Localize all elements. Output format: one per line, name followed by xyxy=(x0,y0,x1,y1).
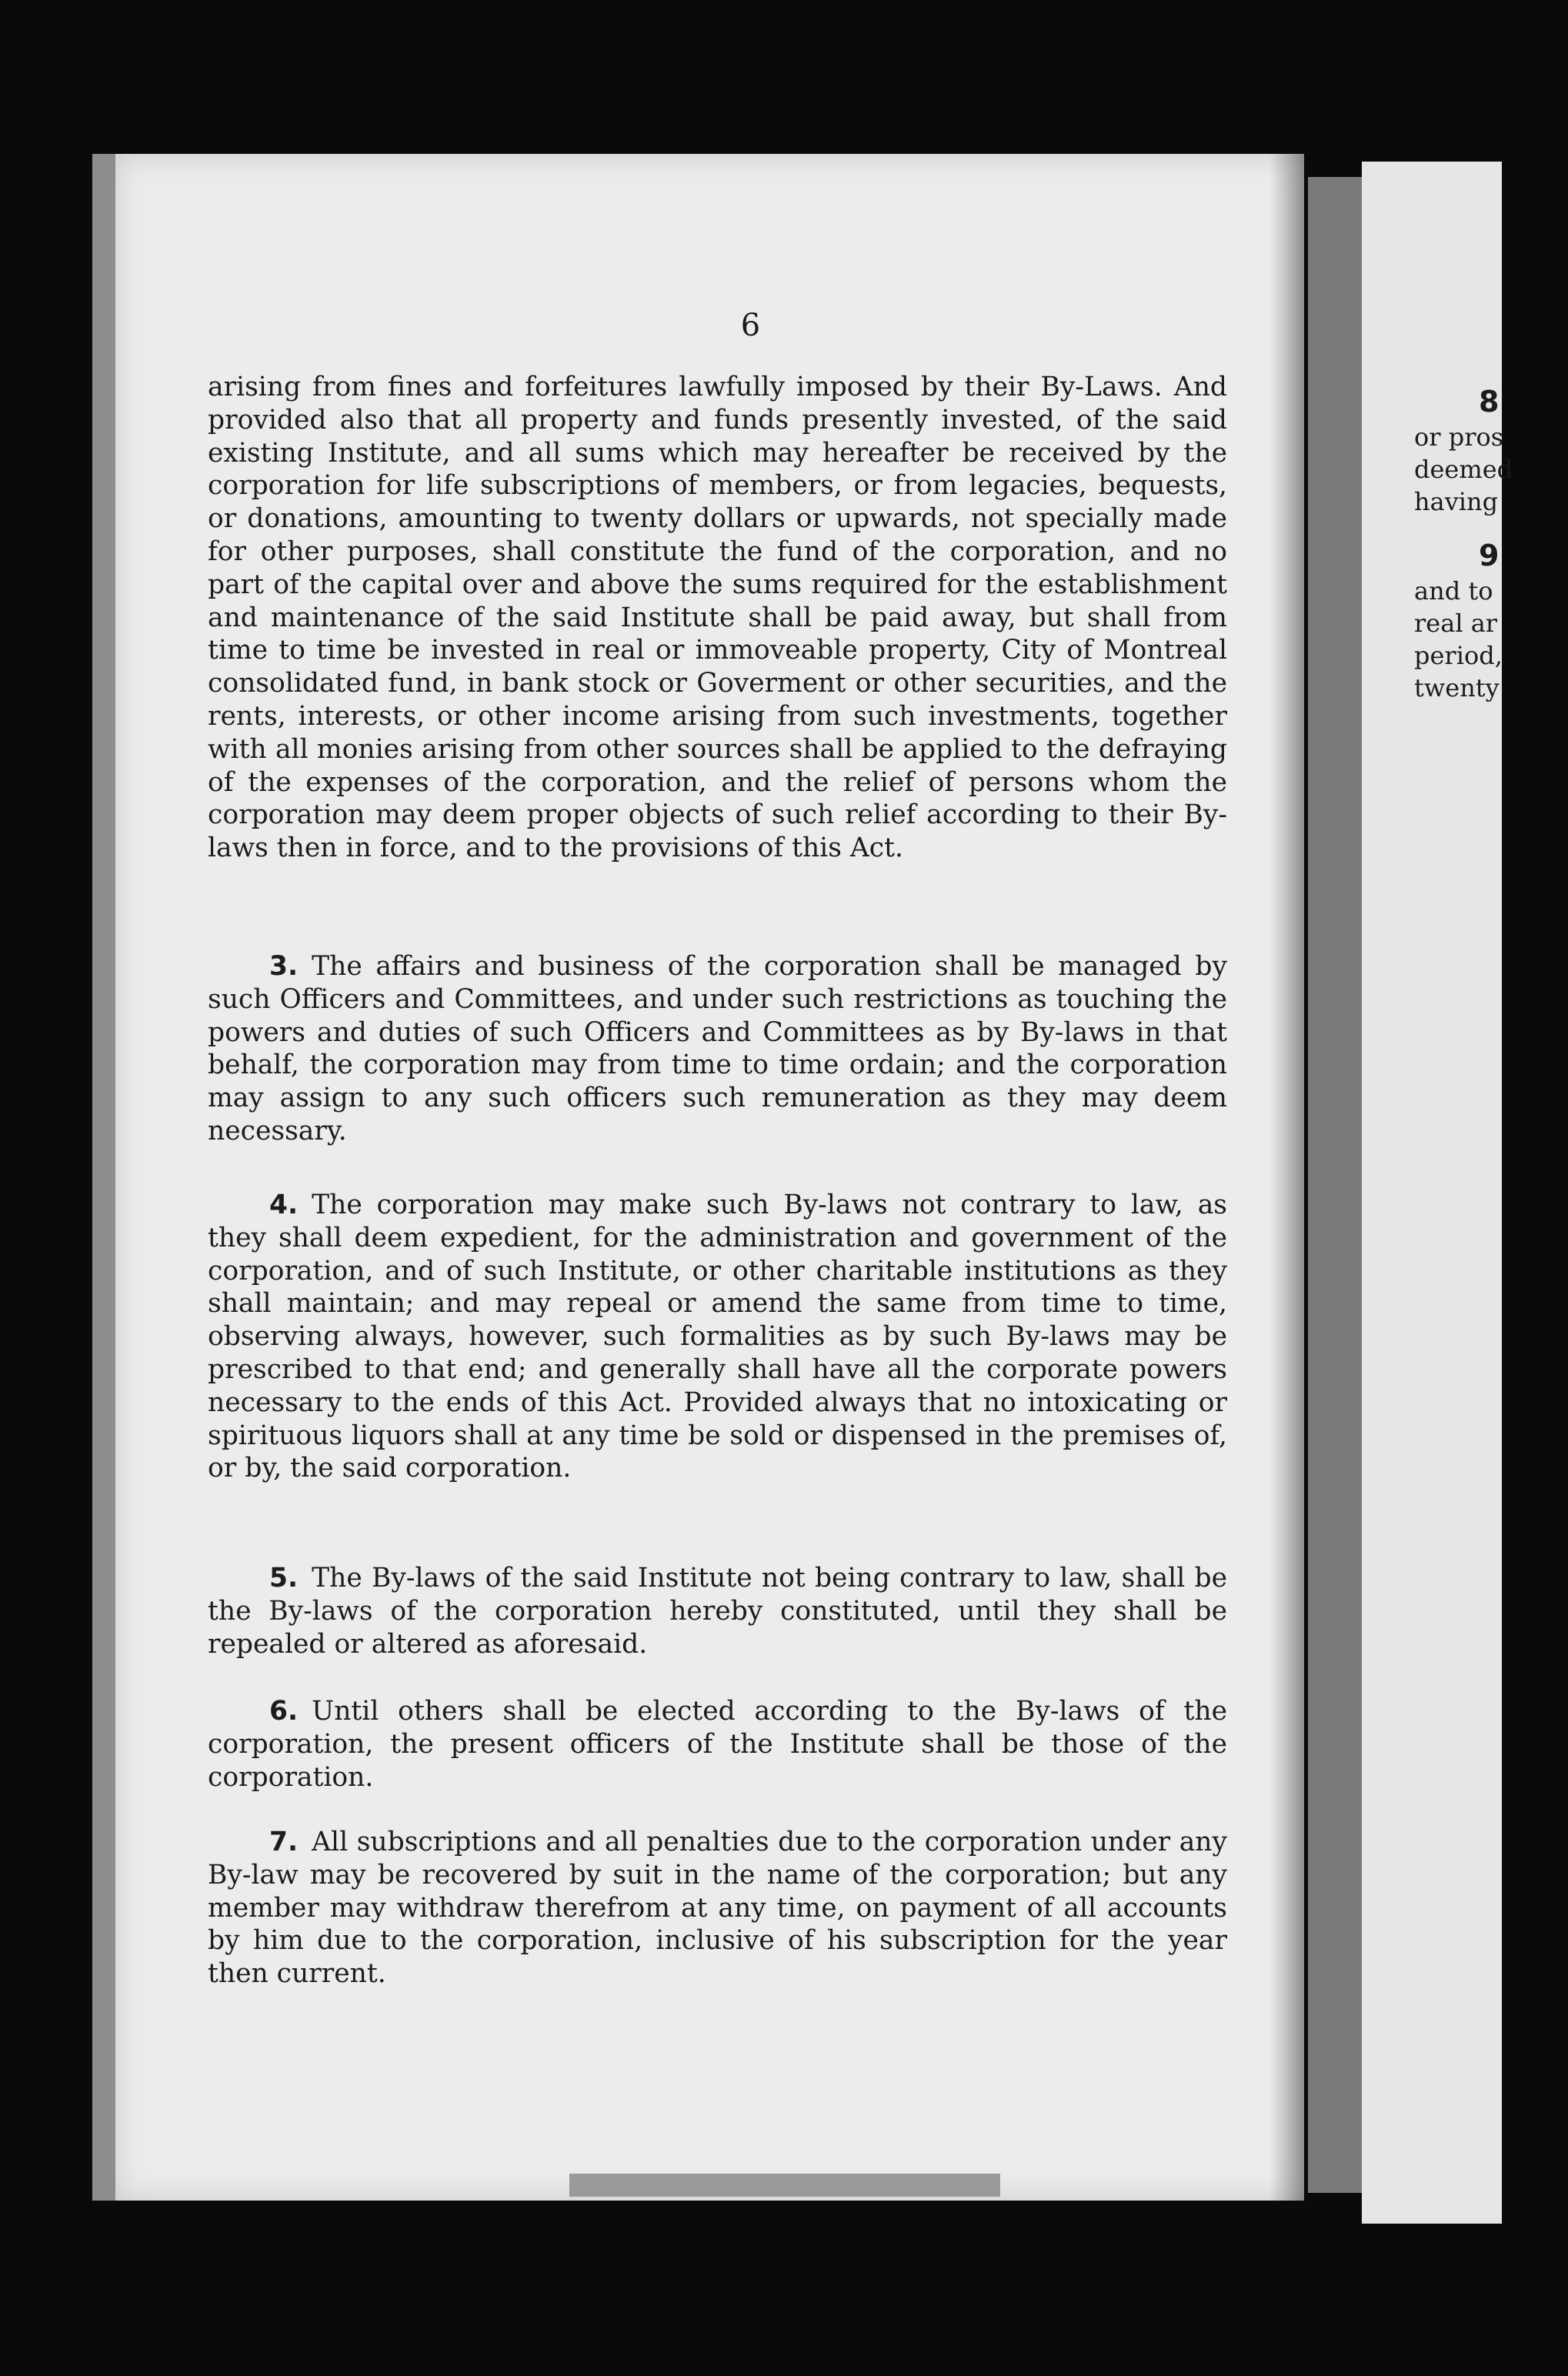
intro-text: arising from fines and forfeitures lawfully imposed by their By-Laws. And provided also that all property and funds presently invested, of the said existing Institute, and all sums which may hereafter be received by the corporation for life subscriptions of members, or from legacies, bequests, or donations, amounting to twenty dollars or upwards, not specially made for other purposes, shall constitute the fund of the corporation, and no part of the capital over and above the sums required for the establishment and maintenance of the said Institute shall be paid away, but shall from time to time be invested in real or immoveable property, City of Montreal consolidated fund, in bank stock or Goverment or other securities, and the rents, interests, or other income arising from such investments, together with all monies arising from other sources shall be applied to the defraying of the expenses of the corporation, and the relief of persons whom the corporation may deem proper objects of such relief according to their By-laws then in force, and to the provisions of this Act. xyxy=(208,372,1227,864)
section-text: All subscriptions and all penalties due to the corporation under any By-law may be recovered by suit in the name of the corporation; but any member may withdraw therefrom at any time, on payment of all accounts by him due to the corporation, inclusive of his subscription for the year then current. xyxy=(208,1827,1227,1990)
section-7 xyxy=(208,1826,1227,1991)
section-6 xyxy=(208,1695,1227,1794)
section-text: Until others shall be elected according to the By-laws of the corporation, the present officers of the Institute shall be those of the corporation. xyxy=(208,1696,1227,1793)
right-line: real ar xyxy=(1414,609,1498,638)
section-number: 6. xyxy=(269,1696,299,1727)
right-line: period, xyxy=(1414,641,1503,670)
section-text: The By-laws of the said Institute not being contrary to law, shall be the By-laws of the corporation hereby constituted, until they shall be repealed or altered as aforesaid. xyxy=(208,1563,1227,1660)
section-text: The corporation may make such By-laws not contrary to law, as they shall deem expedient, for the administration and government of the corporation, and of such Institute, or other charitable institutions as they shall maintain; and may repeal or amend the same from time to time, observing always, however, such formalities as by such By-laws may be prescribed to that end; and generally shall have all the corporate powers necessary to the ends of this Act. Provided always that no intoxicating or spirituous liquors shall at any time be sold or dispensed in the premises of, or by, the said corporation. xyxy=(208,1190,1227,1484)
section-5 xyxy=(208,1562,1227,1660)
section-text: The affairs and business of the corporation shall be managed by such Officers and Committees, and under such restrictions as touching the powers and duties of such Officers and Committees as by By-laws in that behalf, the corporation may from time to time ordain; and the corporation may assign to any such officers such remuneration as they may deem necessary. xyxy=(208,951,1227,1146)
right-line: and to xyxy=(1414,576,1493,606)
page-bottom-edge xyxy=(569,2174,1000,2197)
page-edge-shadow xyxy=(1308,177,1362,2193)
right-line: twenty xyxy=(1414,673,1500,702)
section-3 xyxy=(208,950,1227,1148)
section-4 xyxy=(208,1189,1227,1485)
section-number: 4. xyxy=(269,1190,299,1220)
intro-paragraph xyxy=(208,371,1227,865)
right-section-number: 8 xyxy=(1479,385,1500,419)
section-number: 5. xyxy=(269,1563,299,1593)
section-number: 7. xyxy=(269,1827,299,1857)
page-number: 6 xyxy=(740,308,762,343)
gutter-shadow xyxy=(1269,154,1304,2201)
section-number: 3. xyxy=(269,951,299,982)
right-line: deemed xyxy=(1414,455,1513,484)
right-line: or pros xyxy=(1414,422,1504,452)
right-section-number: 9 xyxy=(1479,539,1500,572)
right-line: having xyxy=(1414,487,1499,516)
